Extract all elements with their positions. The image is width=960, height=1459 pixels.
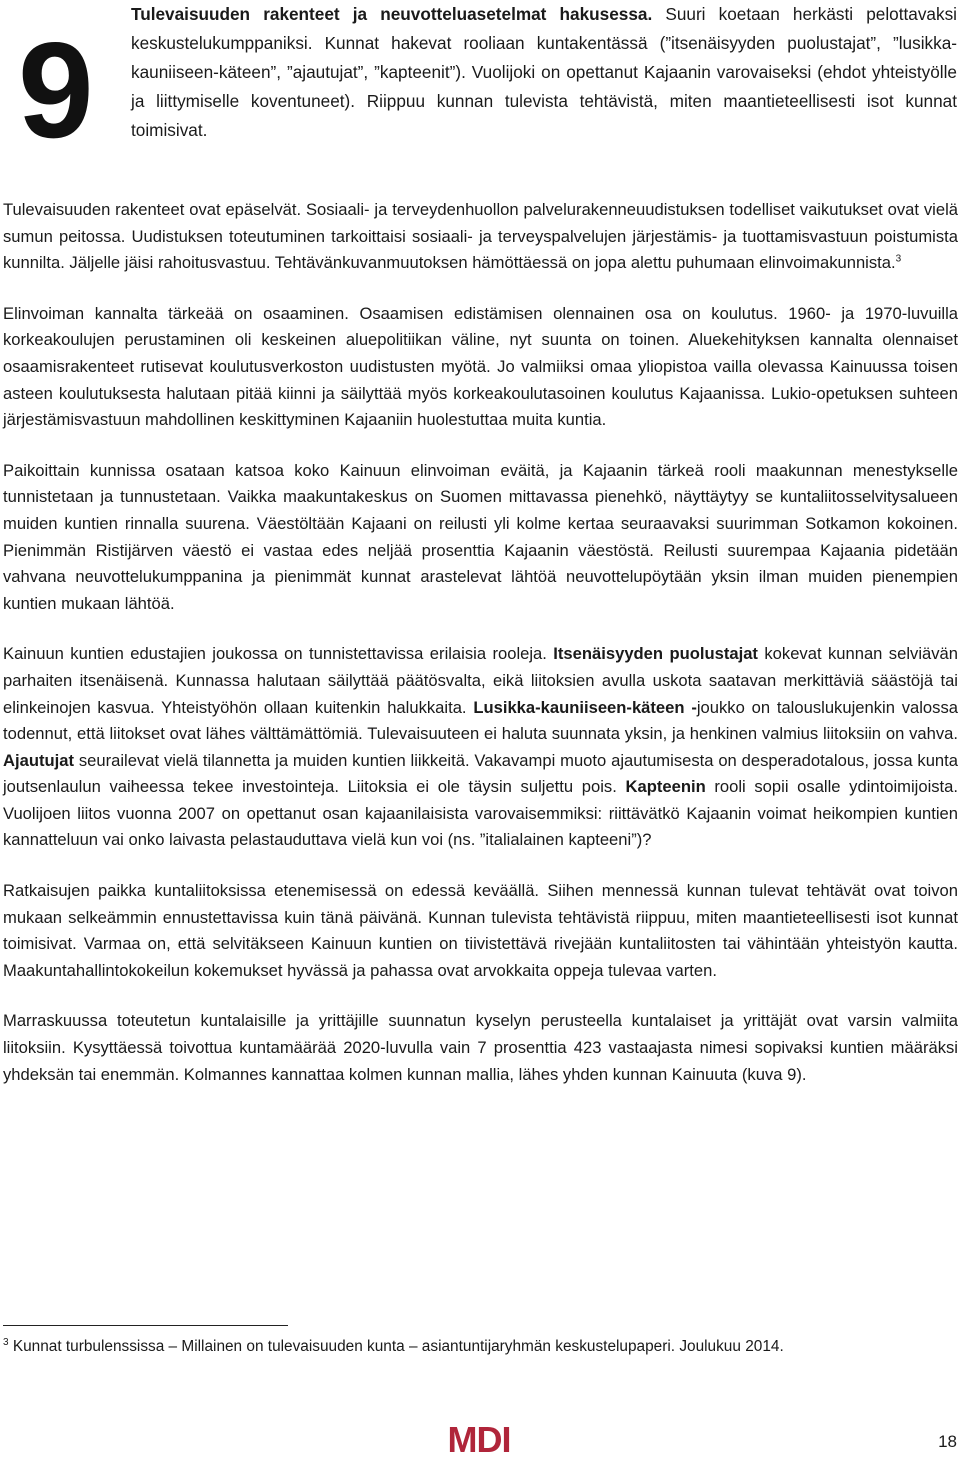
- footnote-number: 3: [3, 1336, 9, 1348]
- intro-heading: Tulevaisuuden rakenteet ja neuvotteluasetelmat hakusessa.: [131, 4, 653, 24]
- body-text: [3, 197, 958, 1112]
- paragraph-text: joukko on talouslukujenkin valossa todennut, että liitokset ovat lähes välttämättömiä. Tulevaisuuteen ei haluta suunnata yksin, ja henkinen valmius liitoksiin on vahva.: [3, 697, 958, 744]
- mdi-logo: [448, 1418, 510, 1456]
- paragraph-text: seurailevat vielä tilannetta ja muiden kuntien liikkeitä. Vakavampi muoto ajautumisesta on desperadotalous, jossa kunta joutsenlaulun vaiheessa tekee investointeja. Liitoksia ei ole täysin suljettu pois.: [3, 750, 958, 797]
- role-ajautujat: Ajautujat: [3, 750, 74, 770]
- paragraph: [3, 197, 958, 277]
- paragraph: Elinvoiman kannalta tärkeää on osaaminen. Osaamisen edistämisen olennainen osa on koulutus. 1960- ja 1970-luvuilla korkeakoulujen perustaminen oli keskeinen aluepolitiikan väline, nyt suunta on toinen. Aluekehityksen kannalta olennaiset osaamisrakenteet rutisevat koulutusverkoston uudistusten myötä. Jo valmiiksi omaa yliopistoa vailla olevassa Kainuussa toisen asteen koulutuksesta halutaan pitää kiinni ja säilyttää myös korkeakoulutasoinen koulutus Kajaanissa. Lukio-opetuksen suhteen järjestämisvastuun mahdollinen keskittyminen Kajaaniin huolestuttaa muita kuntia.: [3, 303, 958, 430]
- intro-summary: [131, 0, 957, 145]
- paragraph: Marraskuussa toteutetun kuntalaisille ja yrittäjille suunnatun kyselyn perusteella kuntalaiset ja yrittäjät ovat varsin valmiita liitoksiin. Kysyttäessä toivottua kuntamäärää 2020-luvulla vain 7 prosenttia 423 vastaajasta nimesi sopivaksi kuntien määräksi yhdeksän tai enemmän. Kolmannes kannattaa kolmen kunnan mallia, lähes yhden kunnan Kainuuta (kuva 9).: [3, 1011, 958, 1084]
- role-itsenaisyyden-puolustajat: Itsenäisyyden puolustajat: [553, 644, 758, 664]
- paragraph-text: Tulevaisuuden rakenteet ovat epäselvät. Sosiaali- ja terveydenhuollon palvelurakenneuudistuksen todelliset vaikutukset ovat vielä sumun peitossa. Uudistuksen toteutuminen tarkoittaisi sosiaali- ja terveyspalvelujen järjestämis- ja tuottamisvastuun poistumista kunnilta. Jäljelle jäisi rahoitusvastuu. Tehtävänkuvanmuutoksen hämöttäessä on jopa alettu puhumaan elinvoimakunnista.: [3, 200, 958, 273]
- intro-text: Suuri koetaan herkästi pelottavaksi keskustelukumppaniksi. Kunnat hakevat rooliaan kuntakentässä (”itsenäisyyden puolustajat”, ”lusikka-kauniiseen-käteen”, ”ajautujat”, ”kapteenit”). Vuolijoki on opettanut Kajaanin varovaiseksi (ehdot yhteistyölle ja liittymiselle koventuneet). Riippuu kunnan tulevista tehtävistä, miten maantieteellisesti isot kunnat toimisivat.: [131, 4, 957, 140]
- page-number: 18: [938, 1432, 957, 1451]
- footnote-divider: [3, 1325, 288, 1326]
- paragraph: [3, 641, 958, 854]
- paragraph-text: kokevat kunnan selviävän parhaiten itsenäisenä. Kunnassa halutaan säilyttää päätösvalta, eikä liitoksien avulla uskota saatavan merkittäviä säästöjä tai elinkeinojen kasvua. Yhteistyöhön ollaan kuitenkin halukkaita.: [3, 644, 958, 717]
- paragraph: Paikoittain kunnissa osataan katsoa koko Kainuun elinvoiman eväitä, ja Kajaanin tärkeä rooli maakunnan menestykselle tunnistetaan ja tunnustetaan. Vaikka maakuntakeskus on Suomen mittavassa pienehkö, näyttäytyy se kuntaliitosselvitysalueen muiden kuntien rinnalla suurena. Väestöltään Kajaani on reilusti yli kolme kertaa seuraavaksi suurimman Sotkamon kokoinen. Pienimmän Ristijärven väestö ei vastaa edes neljää prosenttia Kajaanin väestöstä. Reilusti suurempaa Kajaania pidetään vahvana neuvottelukumppanina ja pienimmät kunnat arastelevat lähtöä neuvottelupöytään yksin ilman muiden pienempien kuntien mukaan lähtöä.: [3, 460, 958, 613]
- footnote: [3, 1334, 903, 1359]
- paragraph: Ratkaisujen paikka kuntaliitoksissa etenemisessä on edessä keväällä. Siihen mennessä kunnan tulevat tehtävät ovat toivon mukaan selkeämmin ennustettavissa kuin tänä päivänä. Kunnan tulevista tehtävistä riippuu, miten maantieteellisesti isot kunnat toimisivat. Varmaa on, että selvitäkseen Kainuun kuntien on tiivistettävä rivejään kuntaliitosten tai vähintään yhteistyön kautta. Maakuntahallintokokeilun kokemukset hyvässä ja pahassa ovat arvokkaita oppeja tulevaa varten.: [3, 881, 958, 980]
- role-lusikka-kauniiseen-kateen: Lusikka-kauniiseen-käteen -: [473, 697, 697, 717]
- section-number: 9: [18, 14, 94, 166]
- footnote-ref[interactable]: 3: [895, 253, 902, 265]
- paragraph-text: Kainuun kuntien edustajien joukossa on tunnistettavissa erilaisia rooleja.: [3, 644, 554, 664]
- footnote-text: Kunnat turbulenssissa – Millainen on tulevaisuuden kunta – asiantuntijaryhmän keskustelupaperi. Joulukuu 2014.: [8, 1338, 784, 1355]
- paragraph-text: rooli sopii osalle ydintoimijoista. Vuolijoen liitos vuonna 2007 on opettanut osan kajaanilaisista varovaisemmiksi: riittävätkö Kajaanin voimat heikompien kuntien kannatteluun vai onko laivasta pelastauduttava vielä kun voi (ns. ”italialainen kapteeni”)?: [3, 777, 958, 850]
- role-kapteenin: Kapteenin: [625, 777, 706, 797]
- logo-text: MDI: [448, 1419, 510, 1456]
